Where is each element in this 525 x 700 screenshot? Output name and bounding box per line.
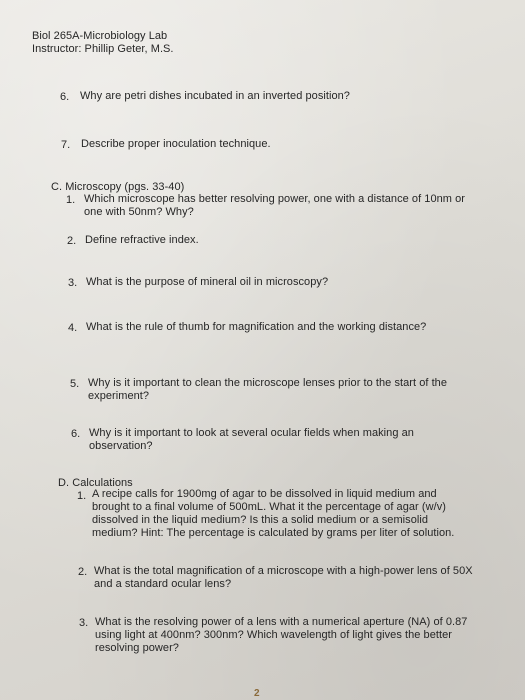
question-text: and a standard ocular lens? [94,578,232,590]
question-text: Which microscope has better resolving power, one with a distance of 10nm or [84,193,465,205]
question-number: 2. [67,235,77,247]
question-text: Define refractive index. [85,234,199,246]
course-title: Biol 265A-Microbiology Lab [32,30,168,42]
question-number: 1. [66,194,76,206]
question-text: observation? [89,440,153,452]
instructor-name: Instructor: Phillip Geter, M.S. [32,43,174,55]
question-text: What is the rule of thumb for magnification and the working distance? [86,321,427,333]
question-number: 1. [77,490,87,502]
question-text: Why is it important to look at several ocular fields when making an [89,427,414,439]
question-number: 4. [68,322,78,334]
question-number: 7. [61,139,71,151]
question-text: What is the purpose of mineral oil in microscopy? [86,276,329,288]
question-text: What is the resolving power of a lens with a numerical aperture (NA) of 0.87 [95,616,468,628]
section-d-heading: D. Calculations [58,477,133,489]
question-text: Why are petri dishes incubated in an inverted position? [80,90,350,102]
question-text: dissolved in the liquid medium? Is this a solid medium or a semisolid [92,514,429,526]
question-number: 5. [70,378,80,390]
question-text: What is the total magnification of a microscope with a high-power lens of 50X [94,565,473,577]
question-text: experiment? [88,390,150,402]
question-number: 6. [71,428,81,440]
question-text: using light at 400nm? 300nm? Which wavelength of light gives the better [95,629,452,641]
question-text: Why is it important to clean the microscope lenses prior to the start of the [88,377,448,389]
question-number: 3. [68,277,78,289]
question-text: Describe proper inoculation technique. [81,138,271,150]
question-text: resolving power? [95,642,179,654]
page-number: 2 [254,688,260,699]
question-number: 3. [79,617,89,629]
question-text: one with 50nm? Why? [84,206,194,218]
question-text: medium? Hint: The percentage is calculated by grams per liter of solution. [92,527,455,539]
section-c-heading: C. Microscopy (pgs. 33-40) [51,181,185,193]
question-number: 2. [78,566,88,578]
question-text: A recipe calls for 1900mg of agar to be dissolved in liquid medium and [92,488,437,500]
question-text: brought to a final volume of 500mL. What it the percentage of agar (w/v) [92,501,446,513]
question-number: 6. [60,91,70,103]
